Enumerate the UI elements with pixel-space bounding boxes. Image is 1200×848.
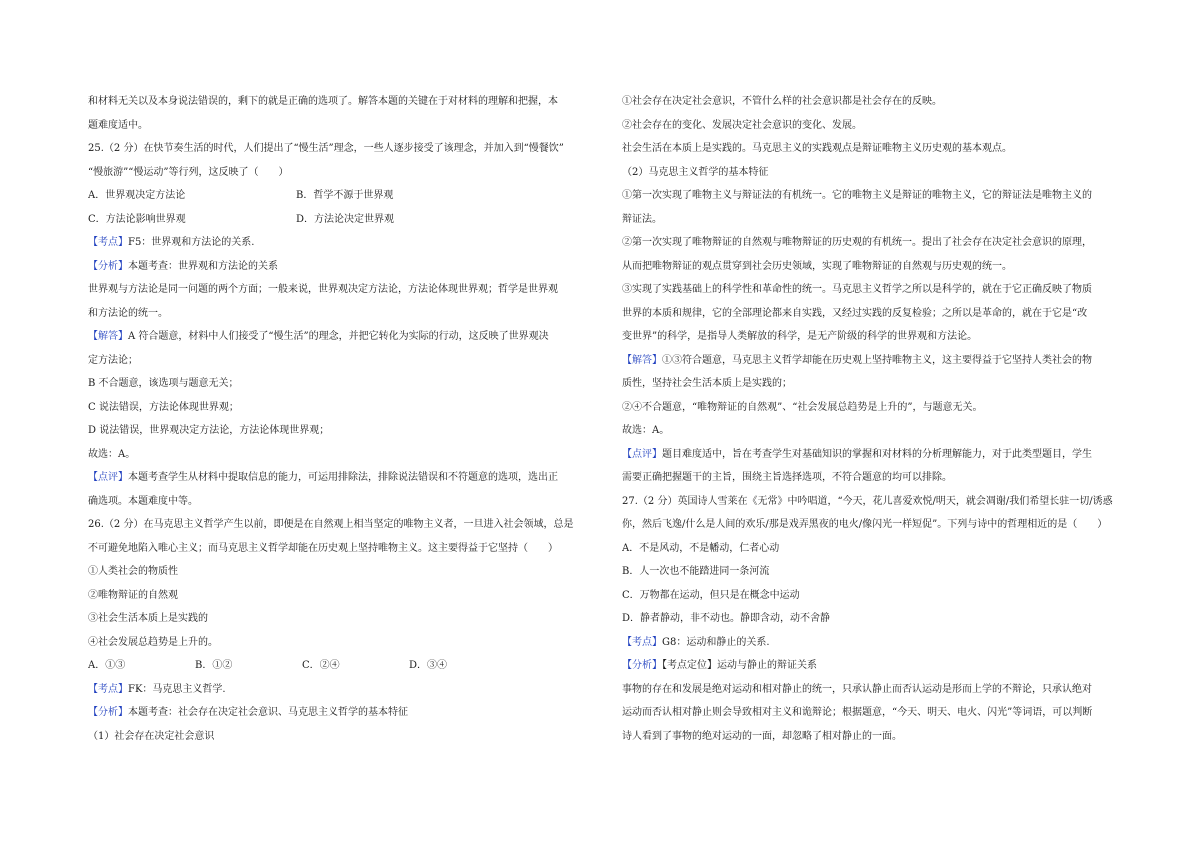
kaodian-tag: 【考点】 [88,683,128,695]
text-line: 确选项。本题难度中等。 [88,495,198,507]
question-26-item: ②唯物辩证的自然观 [88,589,178,601]
jieda-text: A 符合题意，材料中人们接受了“慢生活”的理念，并把它转化为实际的行动，这反映了世界观决 [128,331,549,342]
question-25-stem: “慢旅游”“慢运动”等行列，这反映了（ ） [88,166,289,178]
text-line: D 说法错误，世界观决定方法论，方法论体现世界观； [88,425,330,436]
text-line: 故选：A。 [622,425,670,436]
option-c: C．方法论影响世界观 [88,213,186,225]
jieda-line [622,349,1138,373]
text-line: ②④不合题意，“唯物辩证的自然观”、“社会发展总趋势是上升的”，与题意无关。 [622,401,983,413]
kaodian-text: FK：马克思主义哲学. [128,683,226,695]
question-26-stem: 不可避免地陷入唯心主义；而马克思主义哲学却能在历史观上坚持唯物主义。这主要得益于它坚持（ ） [88,542,558,554]
option-b: B．哲学不源于世界观 [296,190,394,201]
question-27-stem: 你，然后飞逸/什么是人间的欢乐/那是戏弄黑夜的电火/像闪光一样短促”。下列与诗中的哲理相近的是（ ） [622,519,1108,530]
text-line: 世界观与方法论是同一问题的两个方面；一般来说，世界观决定方法论，方法论体现世界观；哲学是世界观 [88,284,558,295]
jieda-tag: 【解答】 [622,354,662,366]
option-c: C．②④ [302,660,340,671]
text-line: 质性，坚持社会生活本质上是实践的； [622,378,792,389]
kaodian-tag: 【考点】 [622,636,662,648]
question-25-options-row [88,208,604,232]
dianping-line [622,443,1138,467]
option-d: D．静者静动，非不动也。静即含动，动不舍静 [622,613,831,624]
text-line: （2）马克思主义哲学的基本特征 [622,166,769,178]
text-line: 运动而否认相对静止则会导致相对主义和诡辩论；根据题意，“今天、明天、电火、闪光”等词语，可以判断 [622,707,1093,718]
fenxi-line [88,701,604,725]
dianping-text: 本题考查学生从材料中提取信息的能力，可运用排除法，排除说法错误和不符题意的选项，选出正 [128,472,558,483]
kaodian-text: G8：运动和静止的关系. [662,636,770,648]
text-line: 故选：A。 [88,448,136,460]
fenxi-tag: 【分析】 [622,660,662,671]
right-column [622,90,1138,748]
fenxi-tag: 【分析】 [88,260,128,272]
jieda-text: ①③符合题意，马克思主义哲学却能在历史观上坚持唯物主义，这主要得益于它坚持人类社会的物 [662,354,1092,366]
fenxi-tag: 【分析】 [88,707,128,718]
text-line: 世界的本质和规律，它的全部理论都来自实践，又经过实践的反复检验；之所以是革命的，就在于它是“改 [622,307,1088,319]
question-25-stem: 25.（2 分）在快节奏生活的时代，人们提出了“慢生活”理念，一些人逐步接受了该理念，并加入到“慢餐饮” [88,143,564,154]
option-d: D．③④ [409,660,448,671]
option-a: A．①③ [88,660,126,671]
kaodian-line [622,631,1138,655]
text-line: 和方法论的统一。 [88,307,168,319]
option-c: C．万物都在运动，但只是在概念中运动 [622,589,800,601]
kaodian-tag: 【考点】 [88,237,128,248]
text-line: ①第一次实现了唯物主义与辩证法的有机统一。它的唯物主义是辩证的唯物主义，它的辩证法是唯物主义的 [622,190,1092,201]
dianping-line [88,466,604,490]
text-line: ②第一次实现了唯物辩证的自然观与唯物辩证的历史观的有机统一。提出了社会存在决定社会意识的原理， [622,237,1092,248]
option-a: A．不是风动，不是幡动，仁者心动 [622,542,780,554]
text-line: ②社会存在的变化、发展决定社会意识的变化、发展。 [622,119,862,131]
text-line: 辩证法。 [622,213,662,225]
question-26-item: ①人类社会的物质性 [88,566,178,577]
text-line: 和材料无关以及本身说法错误的，剩下的就是正确的选项了。解答本题的关键在于对材料的理解和把握，本 [88,96,558,107]
text-line: 题难度适中。 [88,119,148,131]
question-27-stem: 27.（2 分）英国诗人雪莱在《无常》中吟唱道，“今天，花儿喜爱欢悦/明天，就会凋谢/我们希望长驻一切/诱惑 [622,495,1113,507]
kaodian-line [88,231,604,255]
question-26-item: ④社会发展总趋势是上升的。 [88,636,218,648]
text-line: 定方法论； [88,354,138,366]
fenxi-text: 本题考查：社会存在决定社会意识、马克思主义哲学的基本特征 [128,707,408,718]
kaodian-text: F5：世界观和方法论的关系. [128,237,255,248]
left-column [88,90,604,748]
text-line: B 不合题意，该选项与题意无关； [88,378,239,389]
jieda-line [88,325,604,349]
text-line: C 说法错误，方法论体现世界观； [88,401,239,413]
question-26-options-row [88,654,604,678]
question-25-options-row [88,184,604,208]
option-b: B．①② [195,660,233,671]
text-line: ③实现了实践基础上的科学性和革命性的统一。马克思主义哲学之所以是科学的，就在于它正确反映了物质 [622,284,1092,295]
fenxi-text: 本题考查：世界观和方法论的关系 [128,260,278,272]
dianping-text: 题目难度适中，旨在考查学生对基础知识的掌握和对材料的分析理解能力，对于此类型题目，学生 [662,448,1092,460]
fenxi-text: 【考点定位】运动与静止的辩证关系 [662,660,817,671]
fenxi-line [88,255,604,279]
dianping-tag: 【点评】 [622,448,662,460]
text-line: 诗人看到了事物的绝对运动的一面，却忽略了相对静止的一面。 [622,730,902,742]
option-a: A．世界观决定方法论 [88,190,186,201]
text-line: ①社会存在决定社会意识，不管什么样的社会意识都是社会存在的反映。 [622,96,942,107]
kaodian-line [88,678,604,702]
option-b: B．人一次也不能踏进同一条河流 [622,566,770,577]
text-line: 变世界”的科学，是指导人类解放的科学，是无产阶级的科学的世界观和方法论。 [622,331,978,342]
text-line: 社会生活在本质上是实践的。马克思主义的实践观点是辩证唯物主义历史观的基本观点。 [622,143,1012,154]
jieda-tag: 【解答】 [88,331,128,342]
question-26-item: ③社会生活本质上是实践的 [88,613,208,624]
dianping-tag: 【点评】 [88,472,128,483]
text-line: 从而把唯物辩证的观点贯穿到社会历史领域，实现了唯物辩证的自然观与历史观的统一。 [622,260,1012,272]
text-line: 需要正确把握题干的主旨，围绕主旨选择选项，不符合题意的均可以排除。 [622,472,952,483]
option-d: D．方法论决定世界观 [296,213,395,225]
text-line: （1）社会存在决定社会意识 [88,730,215,742]
question-26-stem: 26.（2 分）在马克思主义哲学产生以前，即便是在自然观上相当坚定的唯物主义者，一旦进入社会领域，总是 [88,519,574,530]
text-line: 事物的存在和发展是绝对运动和相对静止的统一，只承认静止而否认运动是形而上学的不辩论，只承认绝对 [622,683,1092,695]
fenxi-line [622,654,1138,678]
